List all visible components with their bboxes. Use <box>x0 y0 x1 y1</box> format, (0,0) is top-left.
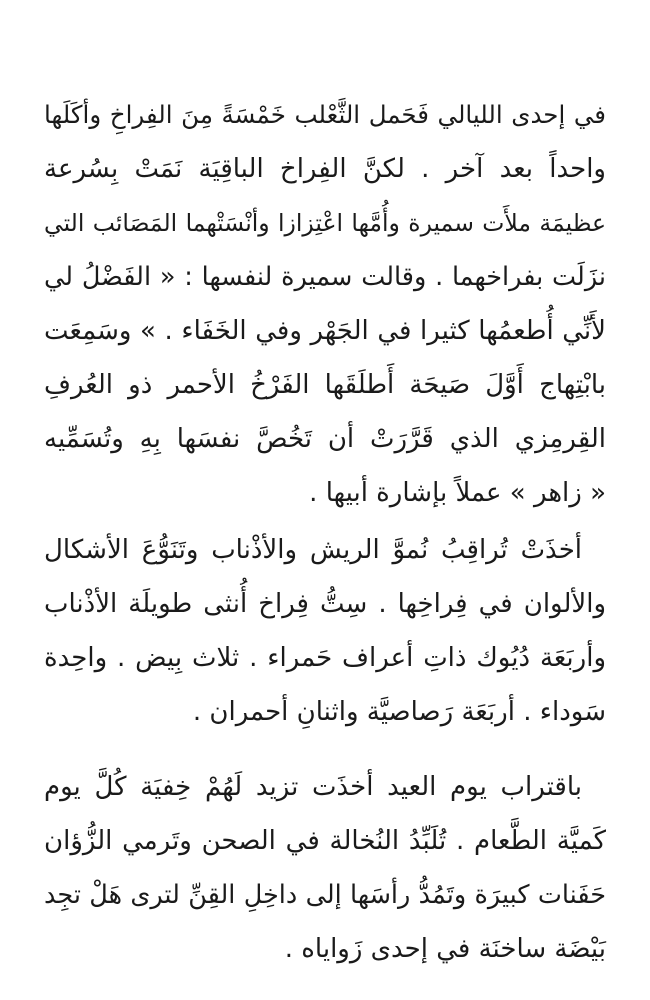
text-line: نزَلَت بفراخهما . وقالت سميرة لنفسها : « الفَضْلُ لي <box>44 262 606 292</box>
text-line: حَفَنات كبيرَة وتَمُدُّ رأسَها إلى داخِلِ القِنِّ لترى هَلْ تجِد <box>44 880 606 910</box>
text-line: باقتراب يوم العيد أخذَت تزيد لَهُمْ خِفيَة كُلَّ يوم <box>44 772 582 802</box>
text-line: في إحدى الليالي فَحَمل الثَّعْلب خَمْسَةً مِنَ الفِراخِ وأكَلَها <box>44 100 606 129</box>
text-line: القِرمِزي الذي قَرَّرَتْ أن تَخُصَّ نفسَها بِهِ وتُسَمِّيه <box>44 424 606 454</box>
paragraph-1 <box>44 88 606 520</box>
text-line: لأَنِّي أُطعمُها كثيرا في الجَهْر وفي الخَفَاء . » وسَمِعَت <box>44 316 606 346</box>
text-line: بابْتِهاج أَوَّلَ صَيحَة أَطلَقَها الفَرْخُ الأحمر ذو العُرفِ <box>44 370 606 400</box>
text-line: أخذَتْ تُراقِبُ نُموَّ الريش والأذْناب وتَنَوُّعَ الأشكال <box>44 535 582 565</box>
paragraph-2 <box>44 523 606 739</box>
paragraph-3 <box>44 760 606 976</box>
text-line: والألوان في فِراخِها . سِتُّ فِراخ أُنثى طويلَة الأذْناب <box>44 589 606 619</box>
text-line: سَوداء . أربَعَة رَصاصيَّة واثنانِ أحمران . <box>192 697 606 727</box>
text-line: واحداً بعد آخر . لكنَّ الفِراخ الباقِيَة نَمَتْ بِسُرعة <box>44 154 606 184</box>
text-line: عظيمَة ملأَت سميرة وأُمَّها اعْتِزازا وأنْسَتْهما المَصَائب التي <box>44 209 606 237</box>
text-line: وأربَعَة دُيُوك ذاتِ أعراف حَمراء . ثلاث بِيض . واحِدة <box>44 643 606 673</box>
text-line: كَميَّة الطَّعام . تُلَبِّدُ النُخالة في الصحن وتَرمي الزُّؤان <box>44 826 606 856</box>
text-line: بَيْضَة ساخنَة في إحدى زَواياه . <box>284 934 606 964</box>
text-line: « زاهر » عملاً بإشارة أبيها . <box>309 478 606 508</box>
